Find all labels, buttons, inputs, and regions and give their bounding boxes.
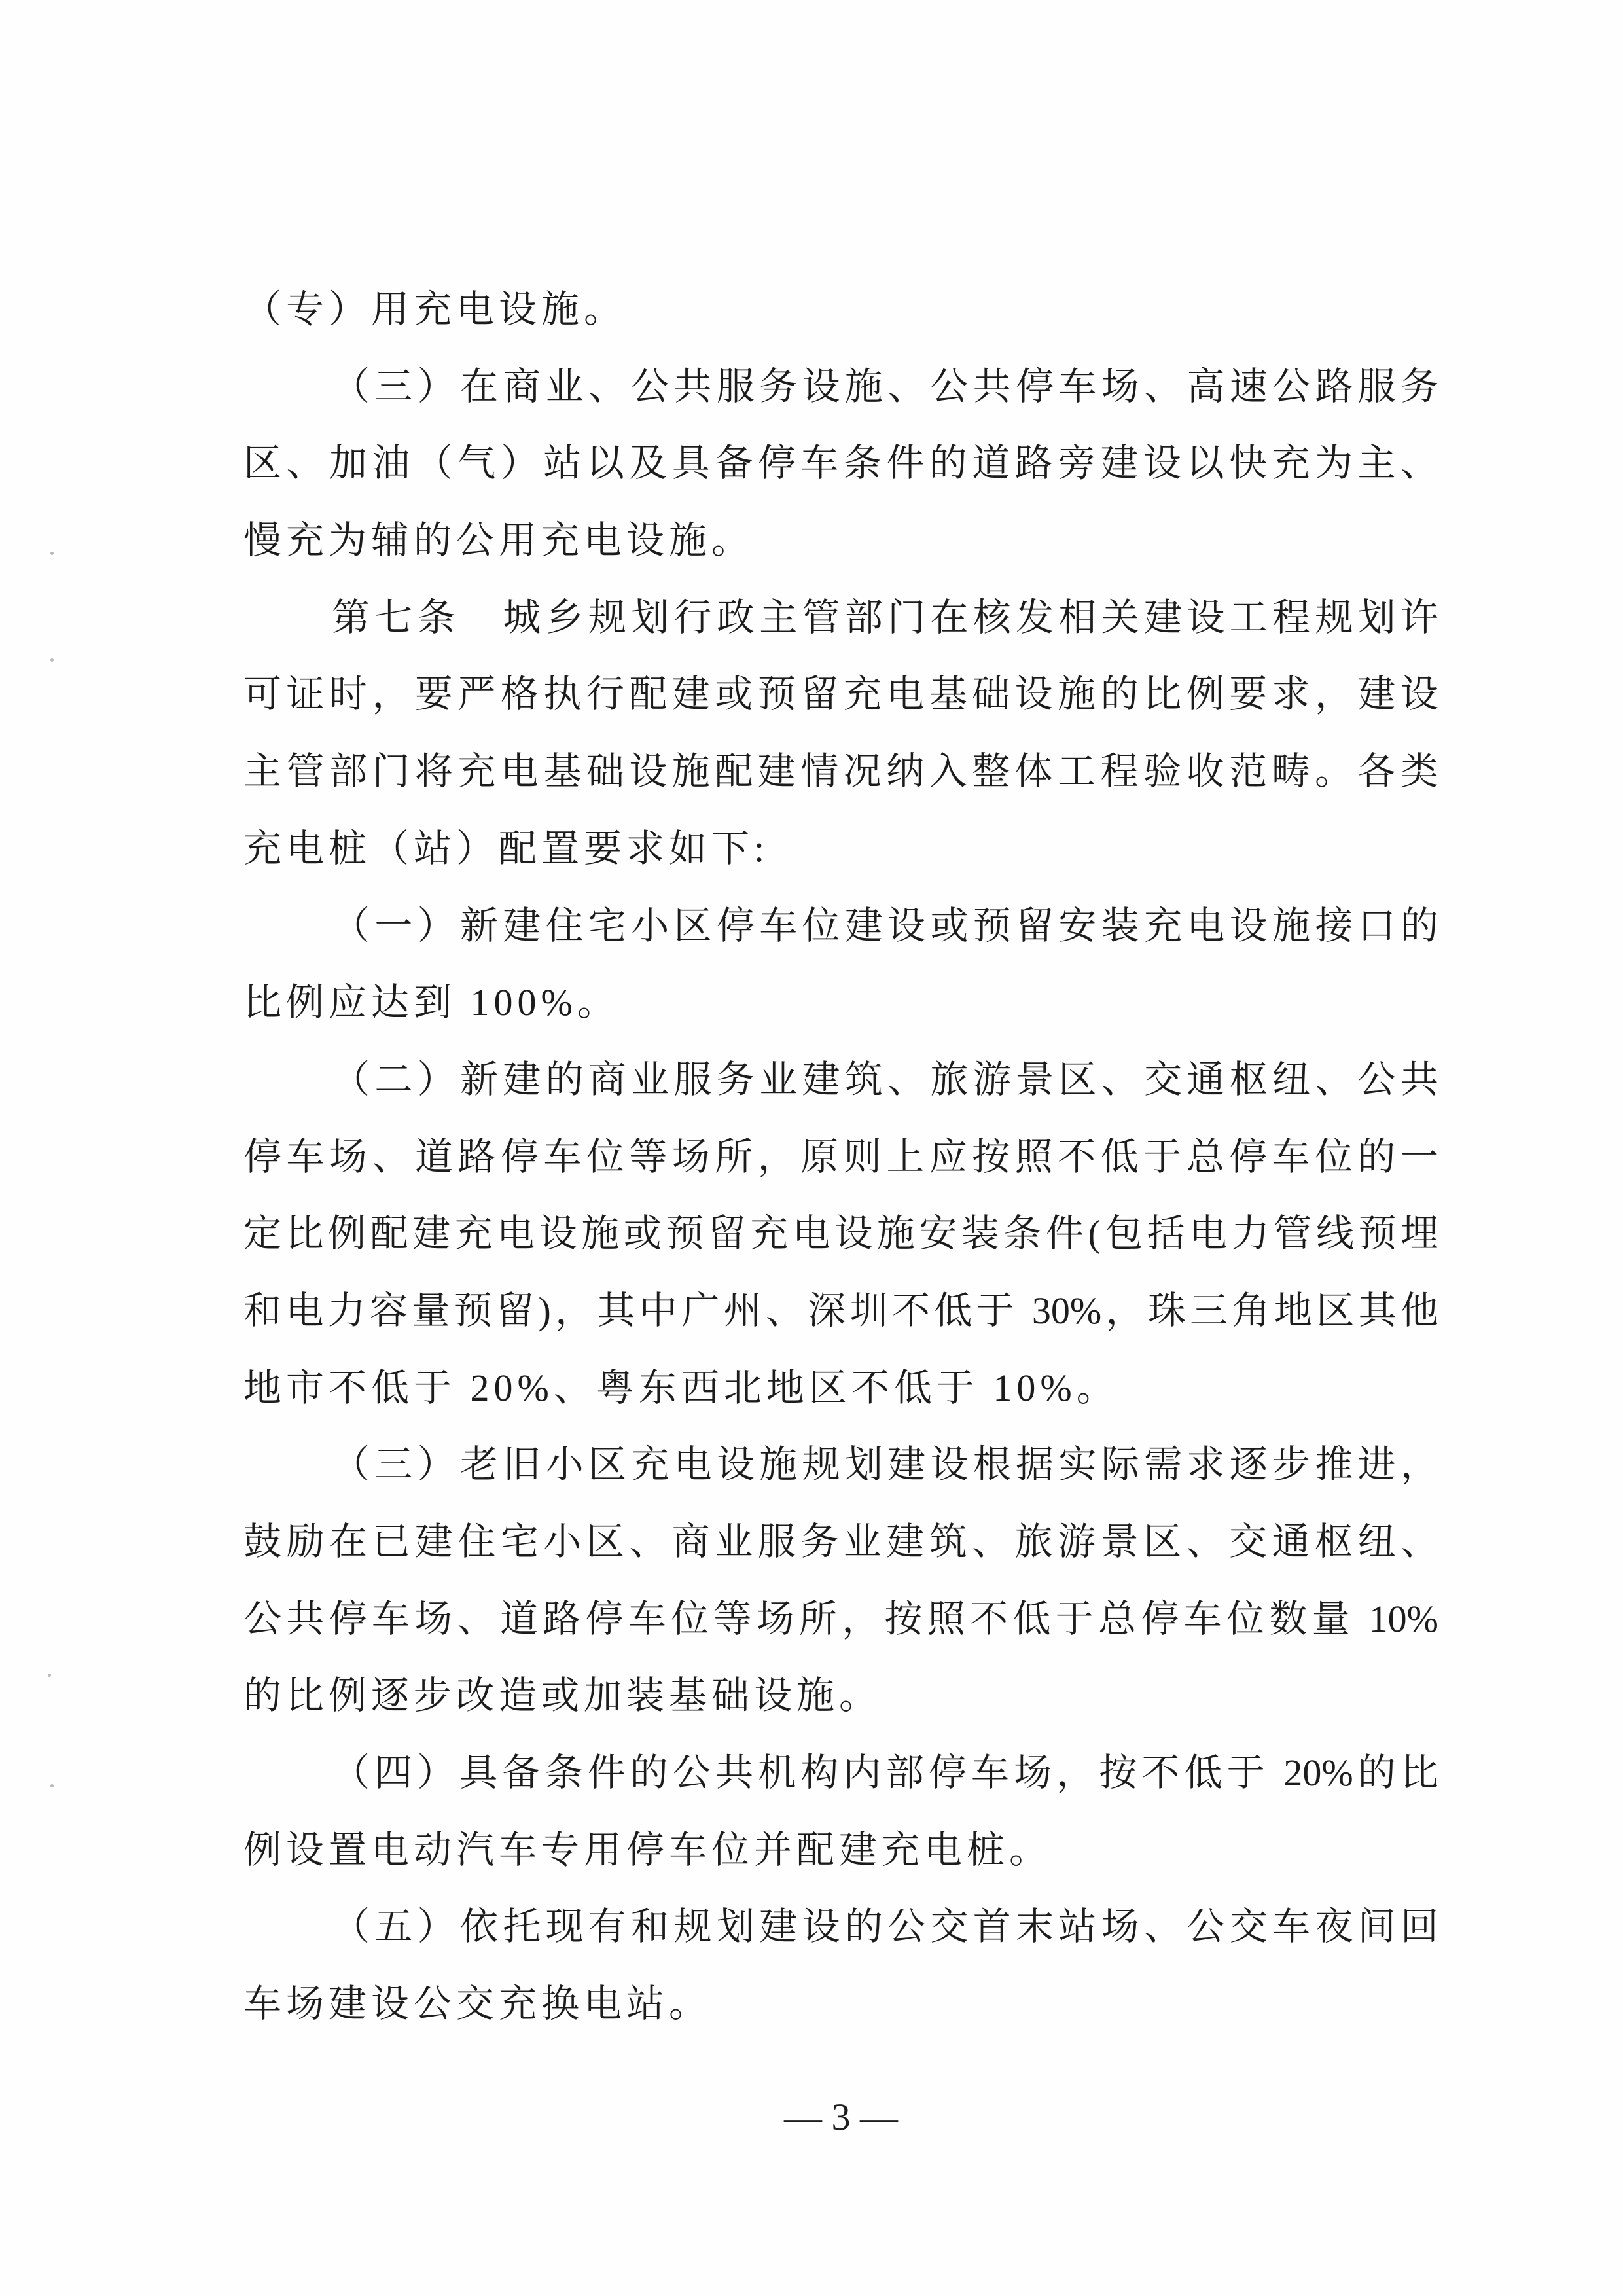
article-paragraph [243,579,1438,888]
paragraph [243,348,1438,579]
text-line: 鼓励在已建住宅小区、商业服务业建筑、旅游景区、交通枢纽、 [243,1520,1438,1563]
scan-speck [48,1674,51,1677]
text-line: 车场建设公交充换电站。 [243,1982,712,2026]
text-line: 公共停车场、道路停车位等场所，按照不低于总停车位数量 10% [243,1597,1438,1640]
text-line: 充电桩（站）配置要求如下: [243,827,770,870]
text-line: （二）新建的商业服务业建筑、旅游景区、交通枢纽、公共 [332,1058,1438,1101]
body-text [243,271,1438,2043]
text-line: （三）在商业、公共服务设施、公共停车场、高速公路服务 [332,365,1438,408]
text-line: 慢充为辅的公用充电设施。 [243,519,755,562]
page-number: — 3 — [784,2096,898,2138]
paragraph [243,1426,1438,1734]
paragraph [243,1734,1438,1888]
text-line: （五）依托现有和规划建设的公交首末站场、公交车夜间回 [332,1905,1438,1948]
text-line: （一）新建住宅小区停车位建设或预留安装充电设施接口的 [332,904,1438,947]
text-line: 可证时，要严格执行配建或预留充电基础设施的比例要求，建设 [243,673,1438,716]
scan-speck [50,552,54,555]
text-line: 地市不低于 20%、粤东西北地区不低于 10%。 [243,1366,1119,1409]
text-line: 停车场、道路停车位等场所，原则上应按照不低于总停车位的一 [243,1135,1438,1178]
paragraph-continued [243,271,1438,348]
scan-speck [50,1784,54,1787]
text-line: 定比例配建充电设施或预留充电设施安装条件(包括电力管线预埋 [243,1212,1438,1255]
text-line: （三）老旧小区充电设施规划建设根据实际需求逐步推进， [332,1443,1438,1486]
paragraph [243,1888,1438,2042]
text-line: 第七条 城乡规划行政主管部门在核发相关建设工程规划许 [332,596,1438,639]
text-line: 例设置电动汽车专用停车位并配建充电桩。 [243,1828,1052,1871]
paragraph [243,1041,1438,1426]
text-line: 的比例逐步改造或加装基础设施。 [243,1674,882,1717]
text-line: 和电力容量预留)，其中广州、深圳不低于 30%，珠三角地区其他 [243,1289,1438,1332]
text-line: （四）具备条件的公共机构内部停车场，按不低于 20%的比 [332,1751,1438,1795]
paragraph [243,888,1438,1041]
text-line: 比例应达到 100%。 [243,981,620,1024]
text-line: （专）用充电设施。 [243,288,627,331]
scan-speck [50,658,54,662]
text-line: 区、加油（气）站以及具备停车条件的道路旁建设以快充为主、 [243,442,1438,485]
text-line: 主管部门将充电基础设施配建情况纳入整体工程验收范畴。各类 [243,750,1438,793]
